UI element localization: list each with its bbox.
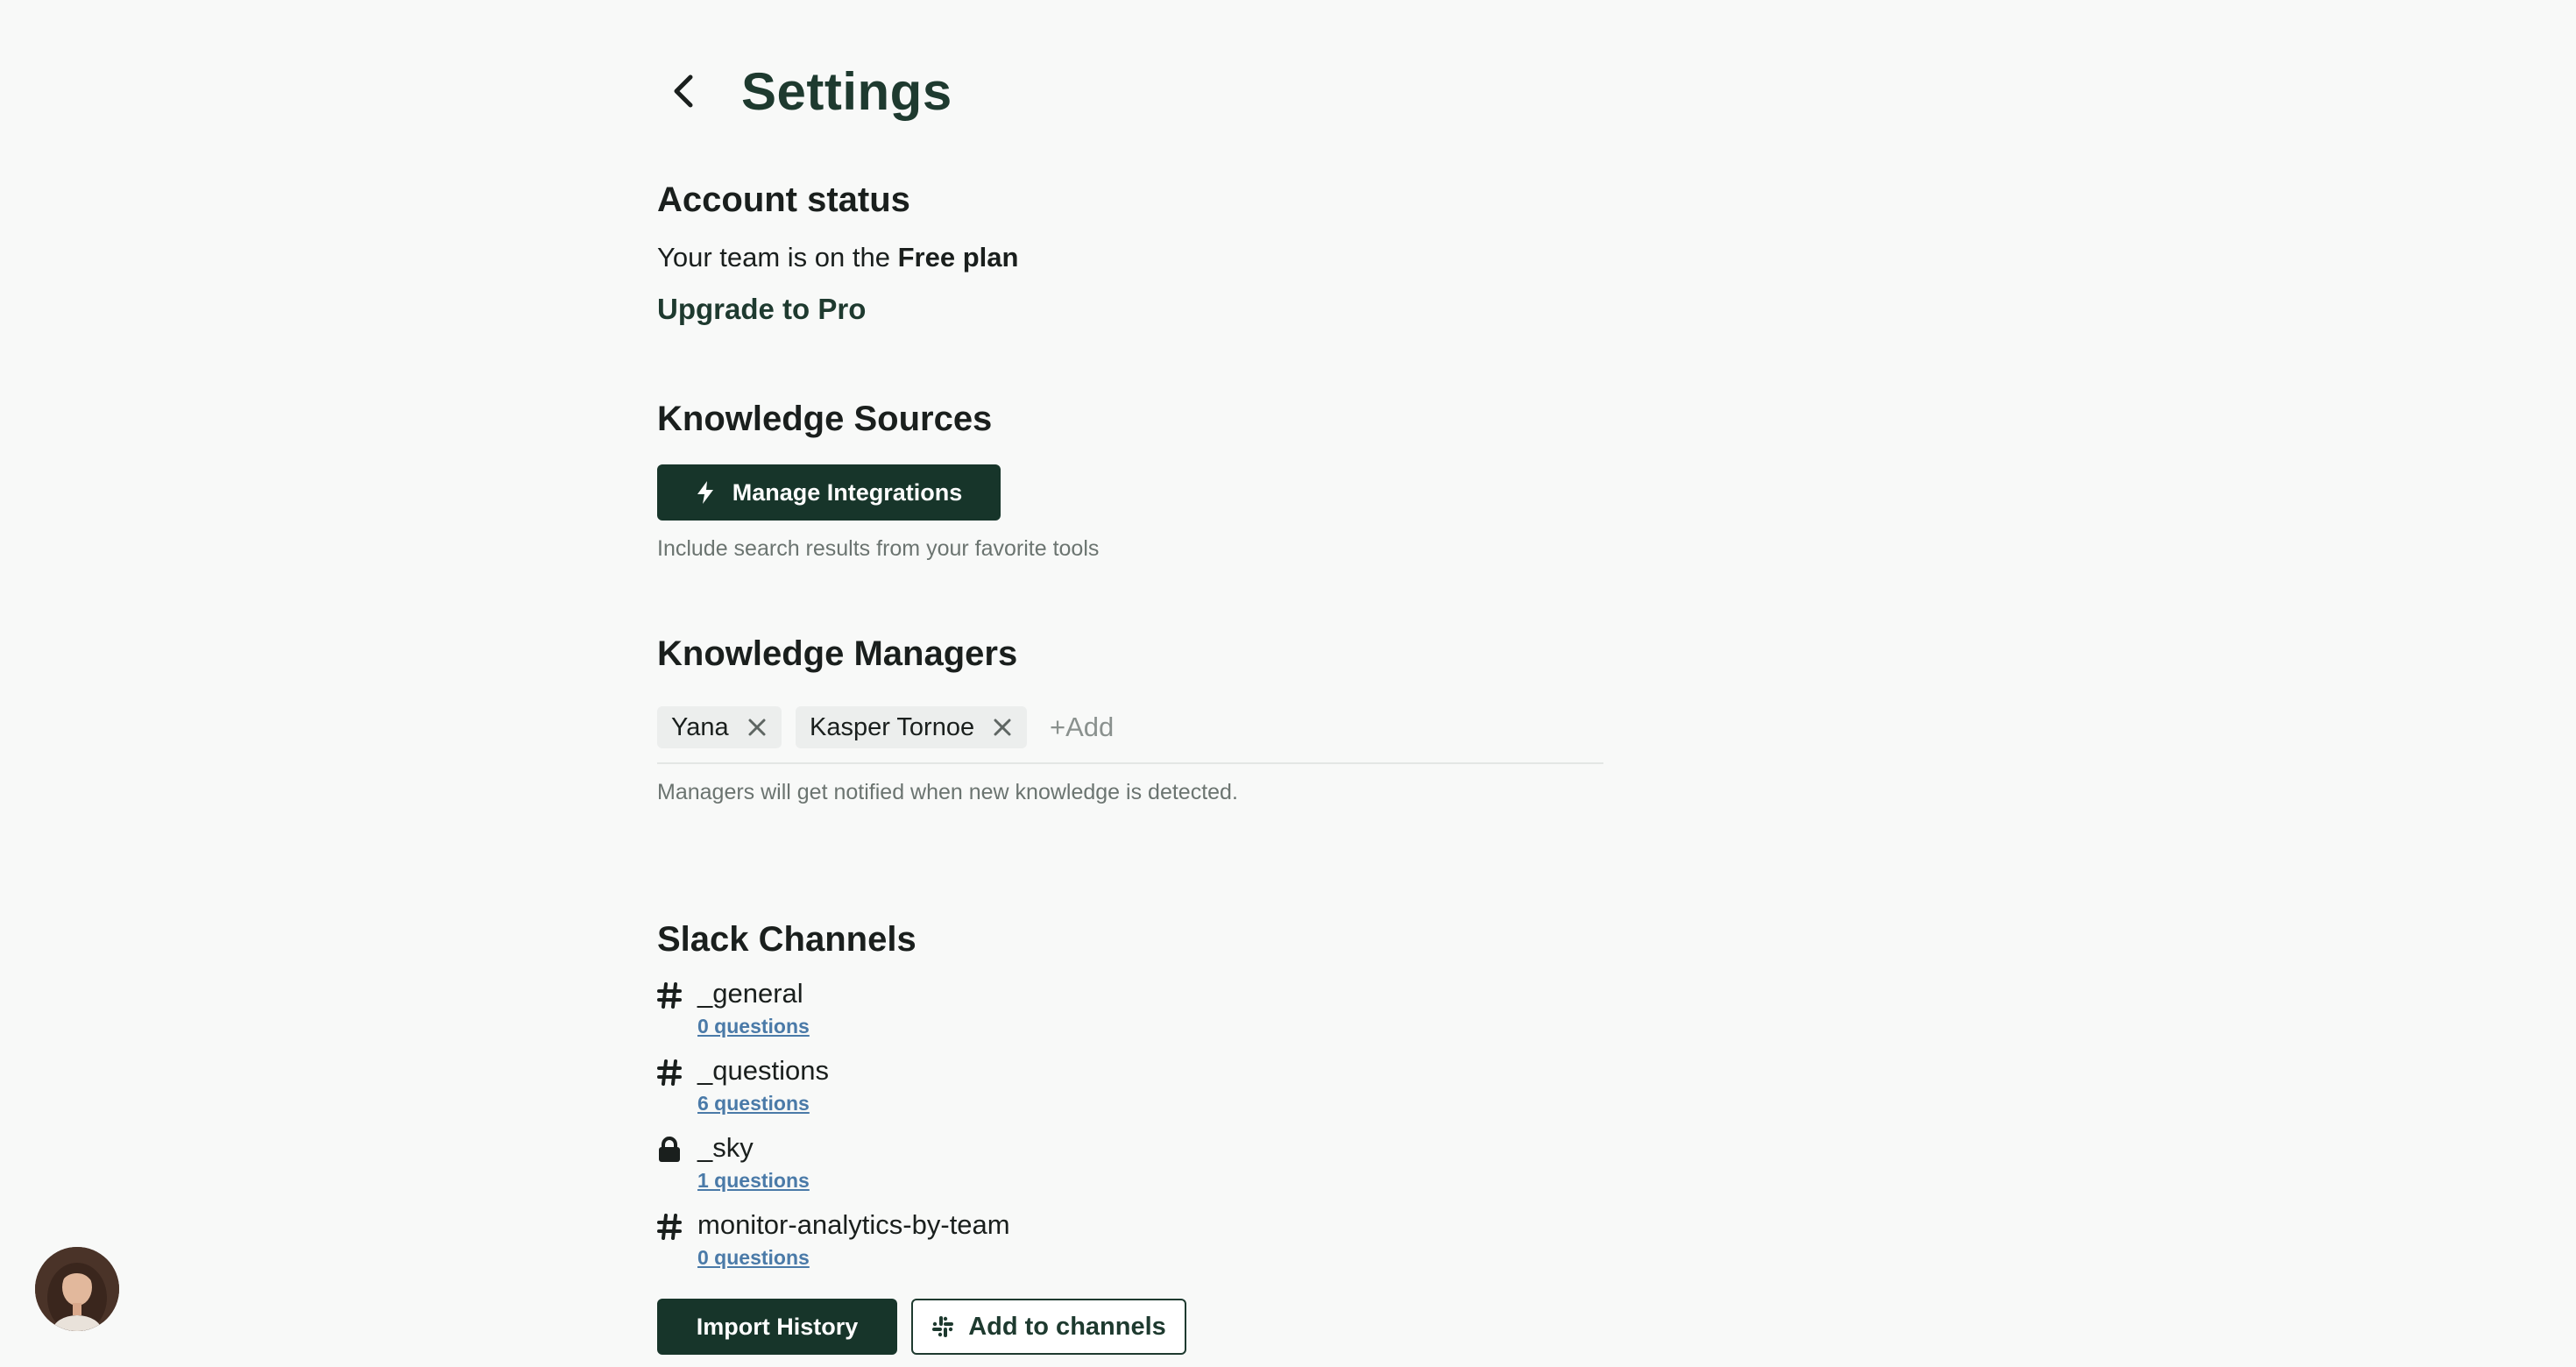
manage-integrations-label: Manage Integrations bbox=[732, 478, 963, 506]
channel-item bbox=[657, 1132, 1270, 1202]
hash-icon bbox=[657, 1059, 682, 1087]
lock-icon bbox=[657, 1136, 682, 1164]
page-title: Settings bbox=[741, 61, 952, 121]
channel-item bbox=[657, 1055, 1270, 1125]
add-to-channels-label: Add to channels bbox=[968, 1312, 1166, 1341]
channel-item bbox=[657, 978, 1270, 1048]
knowledge-sources-helper: Include search results from your favorite tools bbox=[657, 536, 1100, 561]
managers-input-field[interactable] bbox=[657, 701, 1603, 764]
slack-icon bbox=[931, 1315, 954, 1338]
avatar-image bbox=[35, 1247, 119, 1331]
channel-item bbox=[657, 1209, 1270, 1279]
channel-name: monitor-analytics-by-team bbox=[697, 1209, 1010, 1240]
channel-name: _questions bbox=[697, 1055, 829, 1086]
plan-description bbox=[657, 242, 1018, 273]
manager-name: Kasper Tornoe bbox=[810, 712, 975, 741]
lightning-icon bbox=[696, 480, 715, 505]
add-manager-input[interactable]: +Add bbox=[1050, 712, 1115, 742]
import-history-button[interactable] bbox=[657, 1299, 897, 1355]
hash-icon bbox=[657, 981, 682, 1009]
plan-name: Free plan bbox=[897, 242, 1019, 273]
knowledge-managers-title: Knowledge Managers bbox=[657, 634, 1018, 673]
plan-prefix: Your team is on the bbox=[657, 242, 898, 273]
channel-questions-link[interactable]: 1 questions bbox=[697, 1169, 810, 1192]
close-icon bbox=[993, 718, 1012, 737]
page-header bbox=[657, 56, 952, 126]
hash-icon bbox=[657, 1213, 682, 1241]
settings-page bbox=[657, 0, 1621, 1367]
knowledge-sources-title: Knowledge Sources bbox=[657, 400, 993, 438]
user-avatar[interactable] bbox=[35, 1247, 119, 1331]
remove-manager-button[interactable] bbox=[747, 717, 768, 738]
channel-questions-link[interactable]: 0 questions bbox=[697, 1015, 810, 1038]
import-history-label: Import History bbox=[696, 1313, 859, 1340]
back-button[interactable] bbox=[657, 65, 710, 117]
account-status-title: Account status bbox=[657, 181, 910, 219]
knowledge-managers-helper: Managers will get notified when new knowledge is detected. bbox=[657, 780, 1238, 804]
chevron-left-icon bbox=[671, 74, 696, 109]
manage-integrations-button[interactable] bbox=[657, 464, 1001, 521]
channel-name: _general bbox=[697, 978, 803, 1009]
channel-questions-link[interactable]: 6 questions bbox=[697, 1092, 810, 1115]
slack-channels-title: Slack Channels bbox=[657, 920, 916, 959]
manager-chip bbox=[796, 706, 1027, 748]
close-icon bbox=[747, 718, 767, 737]
manager-name: Yana bbox=[671, 712, 729, 741]
channel-questions-link[interactable]: 0 questions bbox=[697, 1246, 810, 1269]
manager-chip bbox=[657, 706, 782, 748]
upgrade-to-pro-link[interactable]: Upgrade to Pro bbox=[657, 293, 867, 325]
channel-name: _sky bbox=[697, 1132, 754, 1163]
add-to-channels-button[interactable] bbox=[911, 1299, 1186, 1355]
remove-manager-button[interactable] bbox=[992, 717, 1013, 738]
